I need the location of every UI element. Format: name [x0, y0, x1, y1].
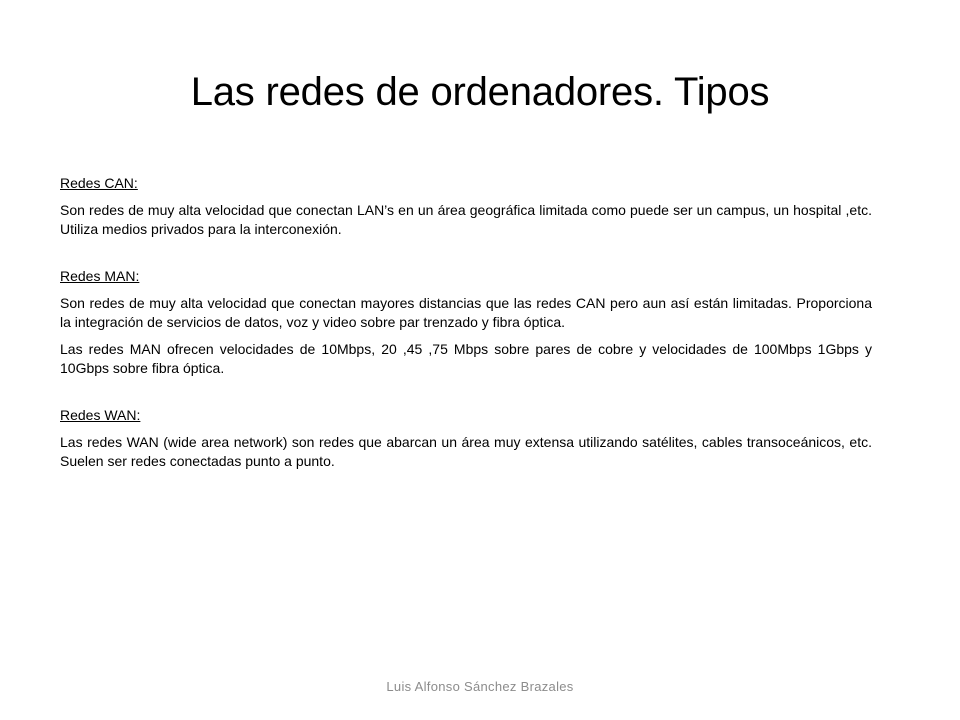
section-paragraph-can: Son redes de muy alta velocidad que conectan LAN’s en un área geográfica limitada como puede ser un campus, un hospital ,etc. Utiliza medios privados para la interconexión.: [60, 202, 872, 237]
slide-body: [60, 174, 872, 479]
spacer: [60, 386, 872, 406]
section-heading-wan: Redes WAN:: [60, 407, 141, 423]
slide-footer: Luis Alfonso Sánchez Brazales: [386, 679, 574, 694]
slide-title: Las redes de ordenadores. Tipos: [190, 70, 770, 114]
section-heading-man: Redes MAN:: [60, 268, 140, 284]
section-heading-can: Redes CAN:: [60, 175, 138, 191]
section-paragraph-man-1: Son redes de muy alta velocidad que conectan mayores distancias que las redes CAN pero aun así están limitadas. Proporciona la integración de servicios de datos, voz y video sobre par trenzado y fibra óptica.: [60, 295, 872, 330]
section-paragraph-man-2: Las redes MAN ofrecen velocidades de 10Mbps, 20 ,45 ,75 Mbps sobre pares de cobre y velocidades de 100Mbps 1Gbps y 10Gbps sobre fibra óptica.: [60, 341, 872, 376]
spacer: [60, 247, 872, 267]
section-paragraph-wan: Las redes WAN (wide area network) son redes que abarcan un área muy extensa utilizando satélites, cables transoceánicos, etc. Suelen ser redes conectadas punto a punto.: [60, 434, 872, 469]
